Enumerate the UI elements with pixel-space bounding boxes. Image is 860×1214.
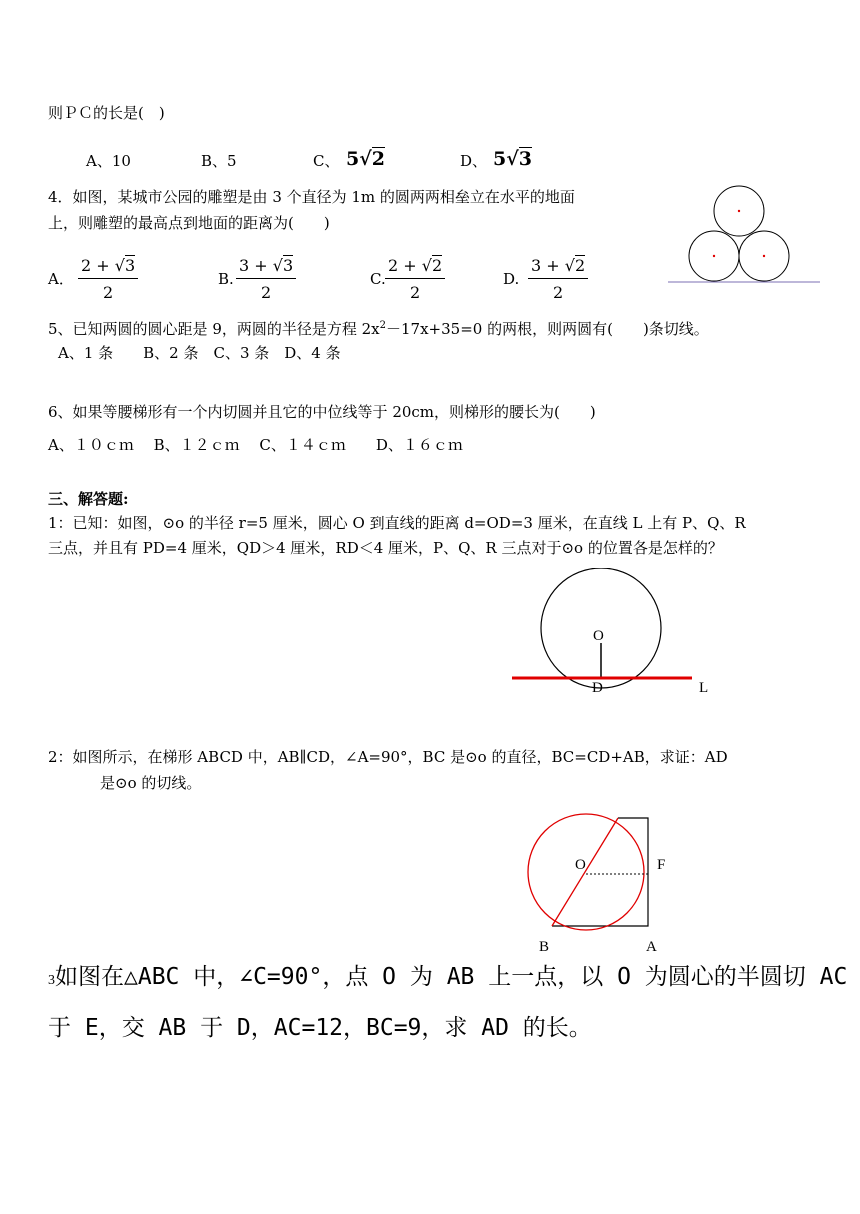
label-l: L bbox=[699, 680, 709, 696]
q4-option-b-label: B. bbox=[218, 270, 234, 288]
s3-line-1 bbox=[48, 966, 847, 989]
label-a: A bbox=[646, 939, 657, 955]
denominator: 2 bbox=[552, 283, 564, 302]
label-o: O bbox=[593, 628, 604, 644]
q5-text-b: －17x+35=0 的两根，则两圆有( )条切线。 bbox=[386, 320, 709, 338]
numerator-int: 3 bbox=[531, 256, 542, 275]
q6-line: 6、如果等腰梯形有一个内切圆并且它的中位线等于 20cm，则梯形的腰长为( ) bbox=[48, 403, 596, 421]
q3-option-d-coeff: 5 bbox=[493, 148, 507, 170]
label-f: F bbox=[657, 857, 666, 873]
numerator-radicand: 3 bbox=[282, 256, 294, 275]
s1-line-1: 1：已知：如图，⊙o 的半径 r=5 厘米，圆心 O 到直线的距离 d=OD=3 厘米，在直线 L 上有 P、Q、R bbox=[48, 514, 746, 532]
sqrt-symbol: √ bbox=[506, 148, 519, 170]
numerator-int: 2 bbox=[388, 256, 399, 275]
q3-option-a: A、10 bbox=[86, 152, 131, 170]
trapezoid-circle-figure bbox=[520, 808, 680, 958]
q4-option-d-label: D. bbox=[503, 270, 520, 288]
s2-line-2: 是⊙o 的切线。 bbox=[100, 774, 202, 792]
left-center-dot bbox=[713, 255, 715, 257]
numerator-radicand: 2 bbox=[574, 256, 586, 275]
label-d: D bbox=[592, 680, 603, 696]
q4-option-c-label: C. bbox=[370, 270, 386, 288]
circle-o bbox=[528, 814, 644, 930]
q3-option-d-radicand: 3 bbox=[518, 148, 532, 170]
q3-option-d-label: D、 bbox=[460, 152, 488, 170]
trapezoid-outline bbox=[552, 818, 648, 926]
q3-option-c-radicand: 2 bbox=[371, 148, 385, 170]
right-center-dot bbox=[763, 255, 765, 257]
q3-option-c-label: C、 bbox=[313, 152, 340, 170]
q4-line-2: 上，则雕塑的最高点到地面的距离为( ) bbox=[48, 214, 330, 232]
q5-text-a: 5、已知两圆的圆心距是 9，两圆的半径是方程 2x bbox=[48, 320, 380, 338]
circle-line-figure bbox=[500, 568, 730, 703]
numerator-int: 2 bbox=[81, 256, 92, 275]
s3-line-1-text: 如图在△ABC 中，∠C=90°，点 O 为 AB 上一点，以 O 为圆心的半圆切 AC bbox=[55, 964, 848, 990]
numerator-radicand: 2 bbox=[431, 256, 443, 275]
label-o: O bbox=[575, 857, 586, 873]
q5-superscript: 2 bbox=[379, 320, 387, 331]
section-title: 三、解答题: bbox=[48, 490, 129, 508]
top-center-dot bbox=[738, 210, 740, 212]
q5-options: A、1 条 B、2 条 C、3 条 D、4 条 bbox=[58, 344, 341, 362]
q4-option-a-fraction: $\frac{2 + √3}{2}$ bbox=[78, 256, 138, 302]
s2-line-1: 2：如图所示，在梯形 ABCD 中，AB∥CD，∠A=90°，BC 是⊙o 的直径，BC=CD+AB，求证：AD bbox=[48, 748, 728, 766]
numerator-radicand: 3 bbox=[124, 256, 136, 275]
s3-number: 3 bbox=[48, 973, 55, 988]
sqrt-symbol: √ bbox=[359, 148, 372, 170]
s1-line-2: 三点，并且有 PD=4 厘米，QD＞4 厘米，RD＜4 厘米，P、Q、R 三点对于⊙o 的位置各是怎样的？ bbox=[48, 539, 723, 557]
q3-option-d-value bbox=[493, 150, 532, 169]
q5-line-1 bbox=[48, 321, 709, 337]
q4-option-c-fraction: $\frac{2 + √2}{2}$ bbox=[385, 256, 445, 302]
denominator: 2 bbox=[260, 283, 272, 302]
q3-tail-text: 则ＰＣ的长是( ) bbox=[48, 104, 165, 122]
q4-line-1: 4．如图，某城市公园的雕塑是由 3 个直径为 1m 的圆两两相垒立在水平的地面 bbox=[48, 188, 575, 206]
q4-option-d-fraction: $\frac{3 + √2}{2}$ bbox=[528, 256, 588, 302]
label-b: B bbox=[539, 939, 550, 955]
q3-option-b: B、5 bbox=[201, 152, 237, 170]
q3-option-c-value bbox=[346, 150, 385, 169]
numerator-int: 3 bbox=[239, 256, 250, 275]
three-circles-figure bbox=[664, 180, 824, 290]
q6-options: A、１０ｃｍ B、１２ｃｍ C、１４ｃｍ D、１６ｃｍ bbox=[48, 436, 463, 454]
denominator: 2 bbox=[102, 283, 114, 302]
q4-option-a-label: A． bbox=[48, 270, 74, 288]
denominator: 2 bbox=[409, 283, 421, 302]
s3-line-2: 于 E，交 AB 于 D，AC=12，BC=9，求 AD 的长。 bbox=[48, 1015, 592, 1041]
q4-option-b-fraction: $\frac{3 + √3}{2}$ bbox=[236, 256, 296, 302]
q3-option-c-coeff: 5 bbox=[346, 148, 360, 170]
